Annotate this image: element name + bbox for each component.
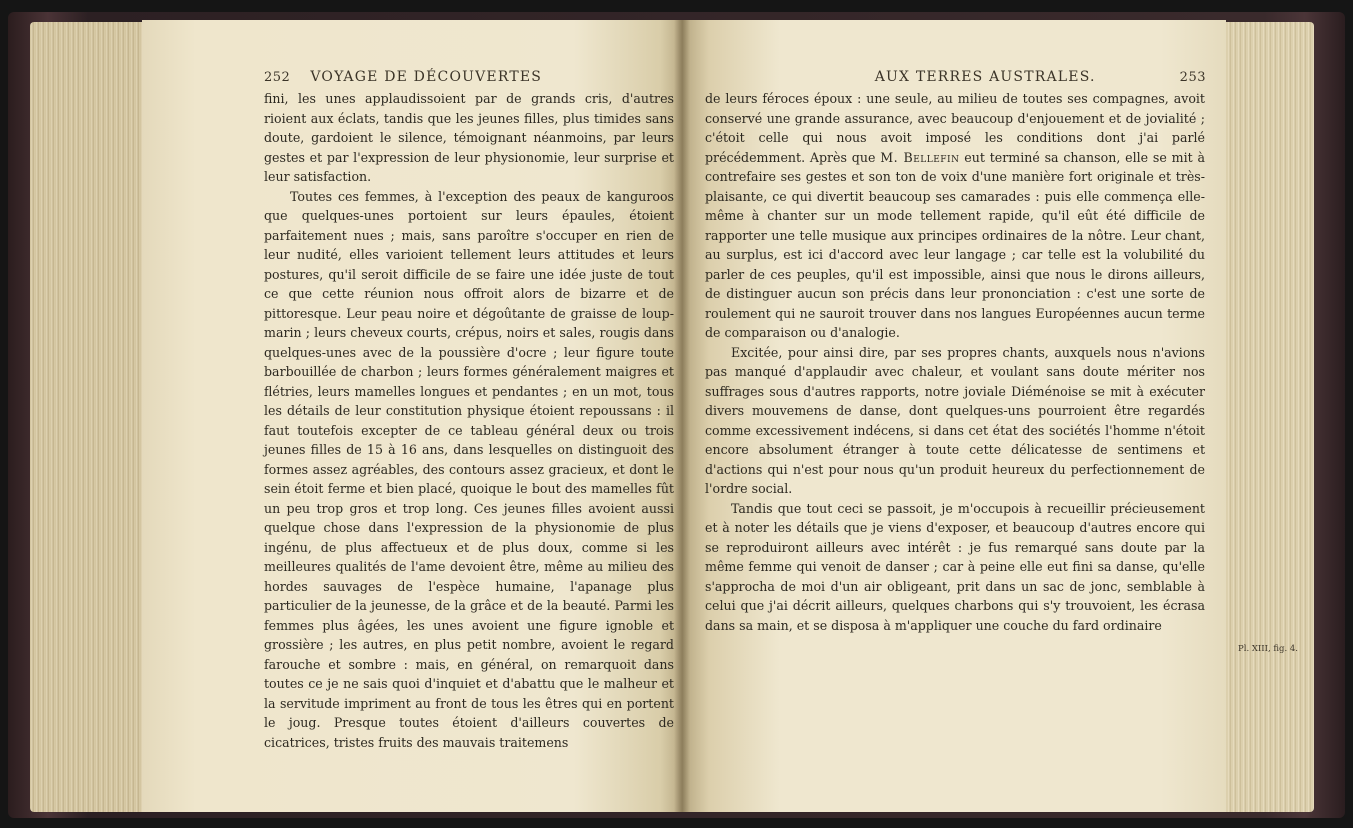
name-bellefin: M. Bellefin — [880, 149, 960, 165]
right-paragraph-1-start: de leurs féroces époux : une seule, au milieu de toutes ses compagnes, avoit conservé une grande assurance, avec beaucoup d'enjouement et de jovialité ; c'étoit celle qui nous avoit imposé les conditions dont j'ai parlé précédemment. Après que — [705, 91, 1205, 165]
right-paragraph-1 — [705, 89, 1205, 343]
page-edges-left — [30, 22, 150, 812]
left-page-header — [264, 69, 674, 85]
page-edges-right — [1222, 22, 1314, 812]
right-page-number: 253 — [1179, 70, 1206, 85]
right-running-head: AUX TERRES AUSTRALES. — [874, 69, 1096, 85]
left-page-number: 252 — [264, 70, 291, 85]
right-page-header — [698, 69, 1206, 85]
left-paragraph-2: Toutes ces femmes, à l'exception des peaux de kanguroos que quelques-unes portoient sur leurs épaules, étoient parfaitement nues ; mais, sans paroître s'occuper en rien de leur nudité, elles varioient tellement leurs attitudes et leurs postures, qu'il seroit difficile de se faire une idée juste de tout ce que cette réunion nous offroit alors de bizarre et de pittoresque. Leur peau noire et dégoûtante de graisse de loup-marin ; leurs cheveux courts, crépus, noirs et sales, rougis dans quelques-unes avec de la poussière d'ocre ; leur figure toute barbouillée de charbon ; leurs formes généralement maigres et flétries, leurs mamelles longues et pendantes ; en un mot, tous les détails de leur constitution physique étoient repoussans : il faut toutefois excepter de ce tableau général deux ou trois jeunes filles de 15 à 16 ans, dans lesquelles on distinguoit des formes assez agréables, des contours assez gracieux, et dont le sein étoit ferme et bien placé, quoique le bout des mamelles fût un peu trop gros et trop long. Ces jeunes filles avoient aussi quelque chose dans l'expression de la physionomie de plus ingénu, de plus affectueux et de plus doux, comme si les meilleures qualités de l'ame devoient être, même au milieu des hordes sauvages de l'espèce humaine, l'apanage plus particulier de la jeunesse, de la grâce et de la beauté. Parmi les femmes plus âgées, les unes avoient une figure ignoble et grossière ; les autres, en plus petit nombre, avoient le regard farouche et sombre : mais, en général, on remarquoit dans toutes ce je ne sais quoi d'inquiet et d'abattu que le malheur et la servitude impriment au front de tous les êtres qui en portent le joug. Presque toutes étoient d'ailleurs couvertes de cicatrices, tristes fruits des mauvais traitemens — [264, 188, 674, 750]
left-running-head: VOYAGE DE DÉCOUVERTES — [310, 69, 543, 85]
right-page-body — [705, 89, 1205, 635]
plate-reference-note: Pl. XIII, fig. 4. — [1238, 644, 1298, 654]
book-gutter — [674, 20, 690, 812]
left-page-body — [264, 89, 674, 752]
left-paragraph-1: fini, les unes applaudissoient par de grands cris, d'autres rioient aux éclats, tandis que les jeunes filles, plus timides sans doute, gardoient le silence, témoignant néanmoins, par leurs gestes et par l'expression de leur physionomie, leur surprise et leur satisfaction. — [264, 91, 674, 184]
right-paragraph-2: Excitée, pour ainsi dire, par ses propres chants, auxquels nous n'avions pas manqué d'applaudir avec chaleur, et voulant sans doute mériter nos suffrages sous d'autres rapports, notre joviale Diéménoise se mit à exécuter divers mouvemens de danse, dont quelques-uns pourroient être regardés comme excessivement indécens, si dans cet état des sociétés l'homme n'étoit encore absolument étranger à toute cette délicatesse de sentimens et d'actions qui n'est pour nous qu'un produit heureux du perfectionnement de l'ordre social. — [705, 344, 1205, 496]
right-paragraph-3: Tandis que tout ceci se passoit, je m'occupois à recueillir précieusement et à noter les détails que je viens d'exposer, et beaucoup d'autres encore qui se reproduiront ailleurs avec intérêt : je fus remarqué sans doute par la même femme qui venoit de danser ; car à peine elle eut fini sa danse, qu'elle s'approcha de moi d'un air obligeant, prit dans un sac de jonc, semblable à celui que j'ai décrit ailleurs, quelques charbons qui s'y trouvoient, les écrasa dans sa main, et se disposa à m'appliquer une couche du fard ordinaire — [705, 500, 1205, 633]
right-paragraph-1-end: eut terminé sa chanson, elle se mit à contrefaire ses gestes et son ton de voix d'une manière fort originale et très-plaisante, ce qui divertit beaucoup ses camarades : puis elle commença elle-même à chanter sur un mode tellement rapide, qu'il eût été difficile de rapporter une telle musique aux principes ordinaires de la nôtre. Leur chant, au surplus, est ici d'accord avec leur langage ; car telle est la volubilité du parler de ces peuples, qu'il est impossible, ainsi que nous le dirons ailleurs, de distinguer aucun son précis dans leur prononciation : c'est une sorte de roulement qui ne sauroit trouver dans nos langues Européennes aucun terme de comparaison ou d'analogie. — [705, 149, 1205, 340]
